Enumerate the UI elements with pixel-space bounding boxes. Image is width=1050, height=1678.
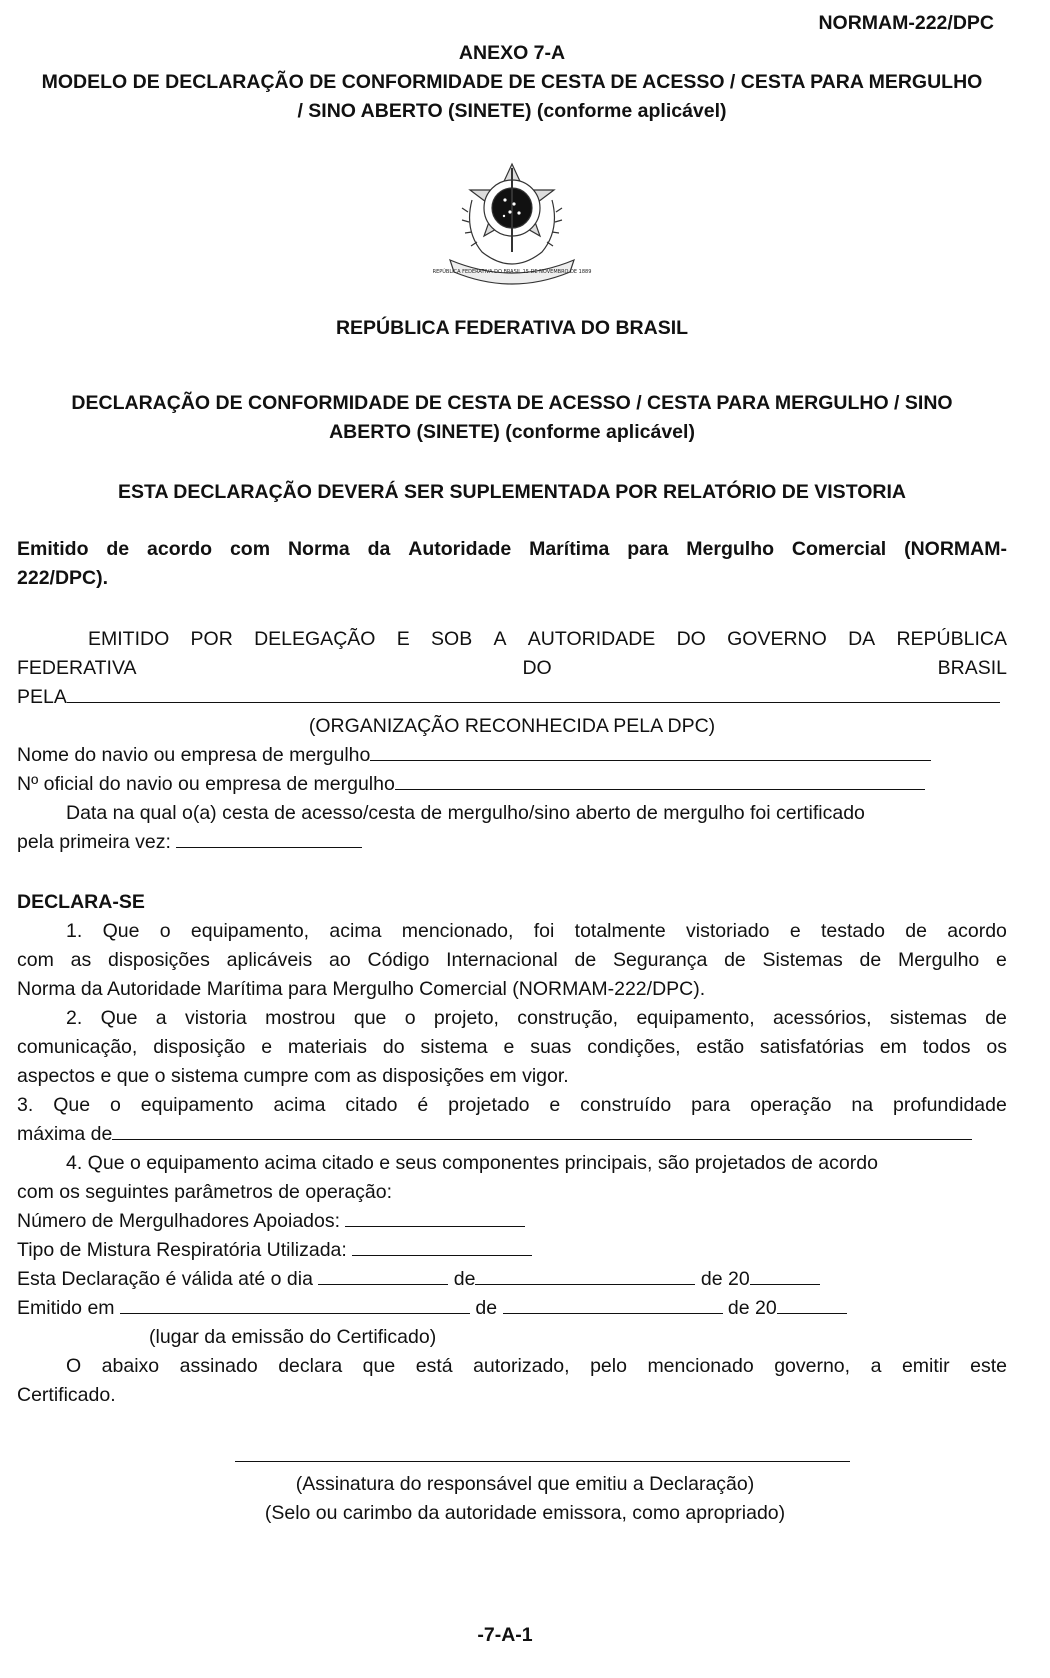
divers-field: [17, 1206, 525, 1236]
item2-line1: 2. Que a vistoria mostrou que o projeto, construção, equipamento, acessórios, sistemas de: [66, 1007, 1007, 1029]
pela-field: [17, 682, 1000, 712]
document-code: NORMAM-222/DPC: [818, 12, 994, 34]
place-caption: (lugar da emissão do Certificado): [149, 1326, 437, 1348]
issued-at-field: [17, 1293, 847, 1323]
mixture-label: Tipo de Mistura Respiratória Utilizada:: [17, 1239, 347, 1261]
ship-official-blank[interactable]: [395, 769, 925, 790]
issued-year-blank[interactable]: [777, 1293, 847, 1314]
item2-line3: aspectos e que o sistema cumpre com as disposições em vigor.: [17, 1065, 569, 1087]
issued-de-label: de: [475, 1297, 498, 1319]
declara-heading: DECLARA-SE: [17, 891, 145, 913]
seal-caption: (Selo ou carimbo da autoridade emissora, como apropriado): [264, 1502, 786, 1524]
ship-name-field: [17, 740, 931, 770]
ship-official-label: Nº oficial do navio ou empresa de mergulho: [17, 773, 395, 795]
signature-line[interactable]: [235, 1461, 850, 1462]
coat-of-arms-emblem: [432, 160, 592, 285]
item1-line2: com as disposições aplicáveis ao Código Internacional de Segurança de Sistemas de Mergulho e: [17, 949, 1007, 971]
delegation-line1: EMITIDO POR DELEGAÇÃO E SOB A AUTORIDADE DO GOVERNO DA REPÚBLICA: [88, 628, 1007, 650]
valid-de-label: de: [453, 1268, 476, 1290]
first-cert-label: pela primeira vez:: [17, 831, 171, 853]
item4-line1: 4. Que o equipamento acima citado e seus componentes principais, são projetados de acordo: [66, 1152, 878, 1174]
ship-official-field: [17, 769, 925, 799]
item4-line2: com os seguintes parâmetros de operação:: [17, 1181, 393, 1203]
supplement-note: ESTA DECLARAÇÃO DEVERÁ SER SUPLEMENTADA POR RELATÓRIO DE VISTORIA: [118, 481, 906, 503]
ship-name-blank[interactable]: [370, 740, 931, 761]
mixture-blank[interactable]: [352, 1235, 532, 1256]
issued-place-blank[interactable]: [120, 1293, 470, 1314]
valid-day-blank[interactable]: [318, 1264, 448, 1285]
ship-name-label: Nome do navio ou empresa de mergulho: [17, 744, 371, 766]
issued-de20-label: de 20: [727, 1297, 777, 1319]
signature-caption: (Assinatura do responsável que emitiu a Declaração): [295, 1473, 755, 1495]
issued-label: Emitido em: [17, 1297, 115, 1319]
annex-title: ANEXO 7-A: [458, 42, 566, 64]
valid-label: Esta Declaração é válida até o dia: [17, 1268, 313, 1290]
valid-until-field: [17, 1264, 820, 1294]
organization-caption: (ORGANIZAÇÃO RECONHECIDA PELA DPC): [308, 715, 716, 737]
delegation-line2: FEDERATIVA DO BRASIL: [17, 657, 1007, 679]
svg-text:REPÚBLICA FEDERATIVA DO BRASIL: REPÚBLICA FEDERATIVA DO BRASIL 15 DE NOVEMBRO DE 1889: [432, 269, 592, 275]
mixture-field: [17, 1235, 532, 1265]
organization-blank[interactable]: [67, 682, 1000, 703]
authorized-line1: O abaixo assinado declara que está autorizado, pelo mencionado governo, a emitir este: [66, 1355, 1007, 1377]
item1-line1: 1. Que o equipamento, acima mencionado, foi totalmente vistoriado e testado de acordo: [66, 920, 1007, 942]
annex-subtitle-line2: / SINO ABERTO (SINETE) (conforme aplicável): [297, 100, 727, 122]
republic-heading: REPÚBLICA FEDERATIVA DO BRASIL: [335, 317, 689, 339]
pela-label: PELA: [17, 686, 67, 708]
max-depth-label: máxima de: [17, 1123, 113, 1145]
max-depth-field: [17, 1119, 972, 1149]
page-number: -7-A-1: [477, 1624, 533, 1646]
valid-year-blank[interactable]: [750, 1264, 820, 1285]
item3-line1: 3. Que o equipamento acima citado é projetado e construído para operação na profundidade: [17, 1094, 1007, 1116]
first-cert-field: [17, 827, 362, 857]
declaration-title-line2: ABERTO (SINETE) (conforme aplicável): [329, 421, 695, 443]
item2-line2: comunicação, disposição e materiais do sistema e suas condições, estão satisfatórias em todos os: [17, 1036, 1007, 1058]
valid-de20-label: de 20: [700, 1268, 750, 1290]
authorized-line2: Certificado.: [17, 1384, 116, 1406]
declaration-title-line1: DECLARAÇÃO DE CONFORMIDADE DE CESTA DE ACESSO / CESTA PARA MERGULHO / SINO: [71, 392, 953, 414]
annex-subtitle-line1: MODELO DE DECLARAÇÃO DE CONFORMIDADE DE CESTA DE ACESSO / CESTA PARA MERGULHO: [41, 71, 983, 93]
max-depth-blank[interactable]: [112, 1119, 972, 1140]
item1-line3: Norma da Autoridade Marítima para Mergulho Comercial (NORMAM-222/DPC).: [17, 978, 706, 1000]
divers-blank[interactable]: [345, 1206, 525, 1227]
valid-month-blank[interactable]: [475, 1264, 695, 1285]
issued-norm-line1: Emitido de acordo com Norma da Autoridade Marítima para Mergulho Comercial (NORMAM-: [17, 538, 1007, 560]
first-cert-date-blank[interactable]: [176, 827, 362, 848]
divers-label: Número de Mergulhadores Apoiados:: [17, 1210, 341, 1232]
issued-norm-line2: 222/DPC).: [17, 567, 109, 589]
issued-month-blank[interactable]: [503, 1293, 723, 1314]
first-cert-line1: Data na qual o(a) cesta de acesso/cesta de mergulho/sino aberto de mergulho foi certificado: [66, 802, 865, 824]
